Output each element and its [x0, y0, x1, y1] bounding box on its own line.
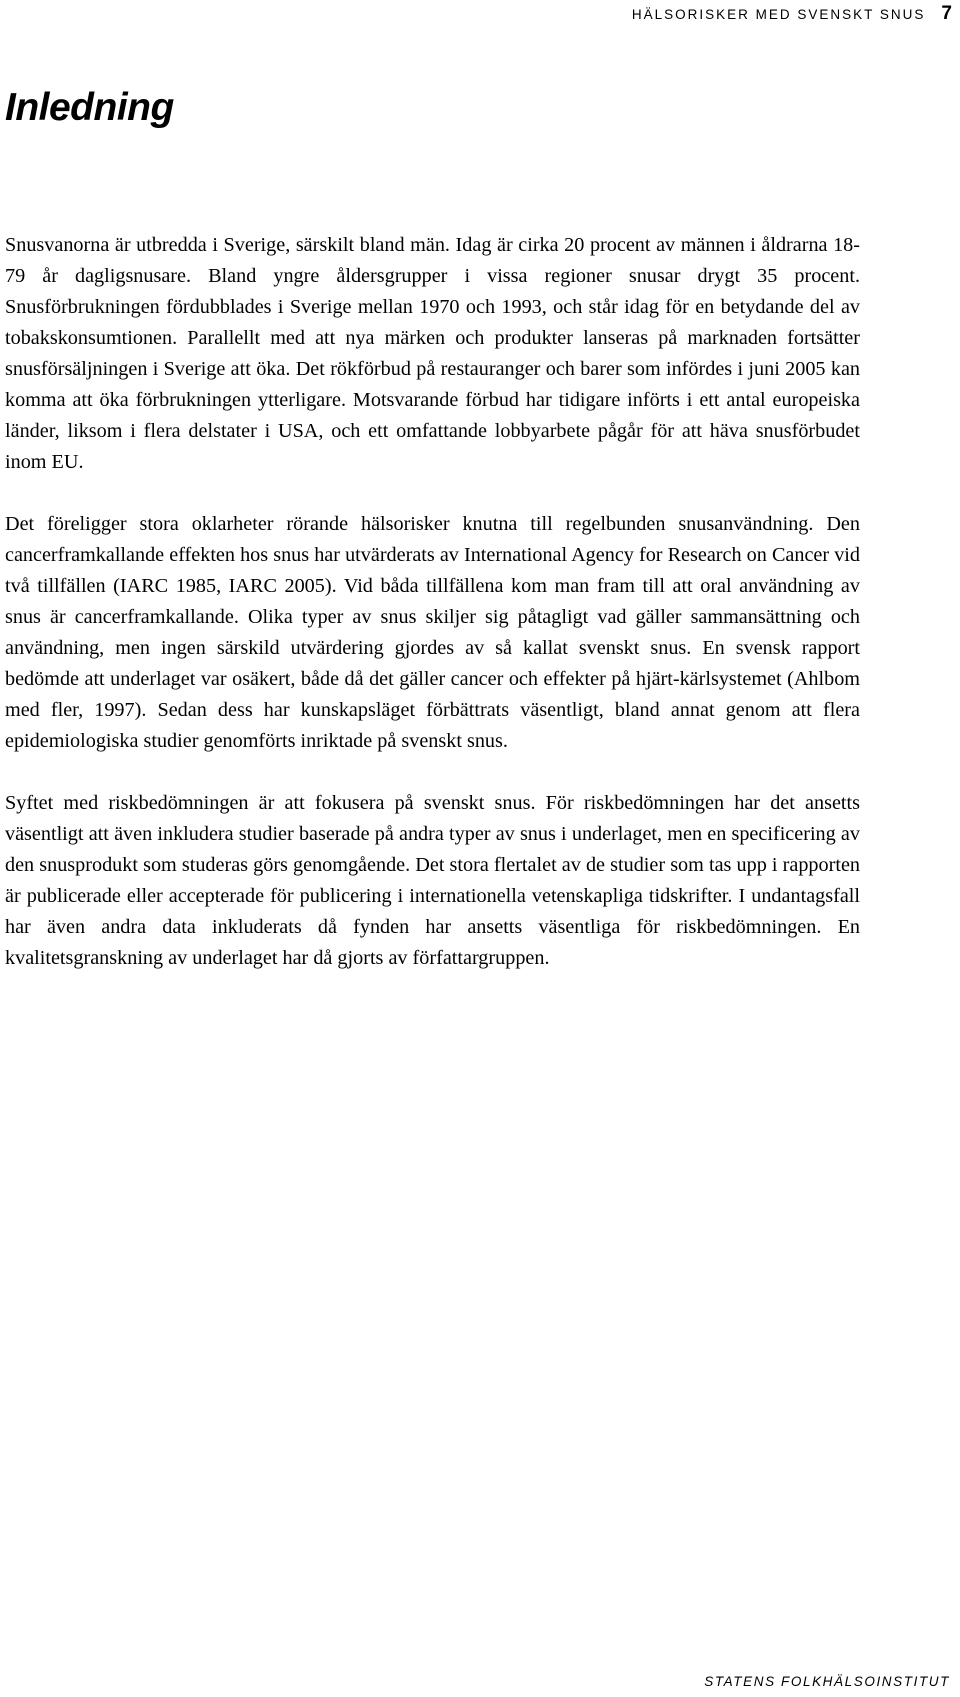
chapter-title: Inledning — [5, 86, 174, 129]
page-number: 7 — [941, 3, 952, 24]
running-header — [632, 3, 952, 25]
running-header-title: HÄLSORISKER MED SVENSKT SNUS — [631, 7, 926, 22]
body-text — [5, 230, 860, 1005]
paragraph-2: Det föreligger stora oklarheter rörande hälsorisker knutna till regelbunden snusanvändning. Den cancerframkallande effekten hos snus har utvärderats av International Agency for Research on Cancer vid två tillfällen (IARC 1985, IARC 2005). Vid båda tillfällena kom man fram till att oral användning av snus är cancerframkallande. Olika typer av snus skiljer sig påtagligt vad gäller sammansättning och användning, men ingen särskild utvärdering gjordes av så kallat svenskt snus. En svensk rapport bedömde att underlaget var osäkert, både då det gäller cancer och effekter på hjärt-kärlsystemet (Ahlbom med fler, 1997). Sedan dess har kunskapsläget förbättrats väsentligt, bland annat genom att flera epidemiologiska studier genomförts inriktade på svenskt snus. — [5, 513, 860, 752]
paragraph-3: Syftet med riskbedömningen är att fokusera på svenskt snus. För riskbedömningen har det ansetts väsentligt att även inkludera studier baserade på andra typer av snus i underlaget, men en specificering av den snusprodukt som studeras görs genomgående. Det stora flertalet av de studier som tas upp i rapporten är publicerade eller accepterade för publicering i internationella vetenskapliga tidskrifter. I undantagsfall har även andra data inkluderats då fynden har ansetts väsentliga för riskbedömningen. En kvalitetsgranskning av underlaget har då gjorts av författargruppen. — [5, 792, 860, 969]
paragraph-1: Snusvanorna är utbredda i Sverige, särskilt bland män. Idag är cirka 20 procent av männen i åldrarna 18-79 år dagligsnusare. Bland yngre åldersgrupper i vissa regioner snusar drygt 35 procent. Snusförbrukningen fördubblades i Sverige mellan 1970 och 1993, och står idag för en betydande del av tobakskonsumtionen. Parallellt med att nya märken och produkter lanseras på marknaden fortsätter snusförsäljningen i Sverige att öka. Det rökförbud på restauranger och barer som infördes i juni 2005 kan komma att öka förbrukningen ytterligare. Motsvarande förbud har tidigare införts i ett antal europeiska länder, liksom i flera delstater i USA, och ett omfattande lobbyarbete pågår för att häva snusförbudet inom EU. — [5, 234, 860, 473]
running-footer-publisher: STATENS FOLKHÄLSOINSTITUT — [704, 1674, 950, 1689]
